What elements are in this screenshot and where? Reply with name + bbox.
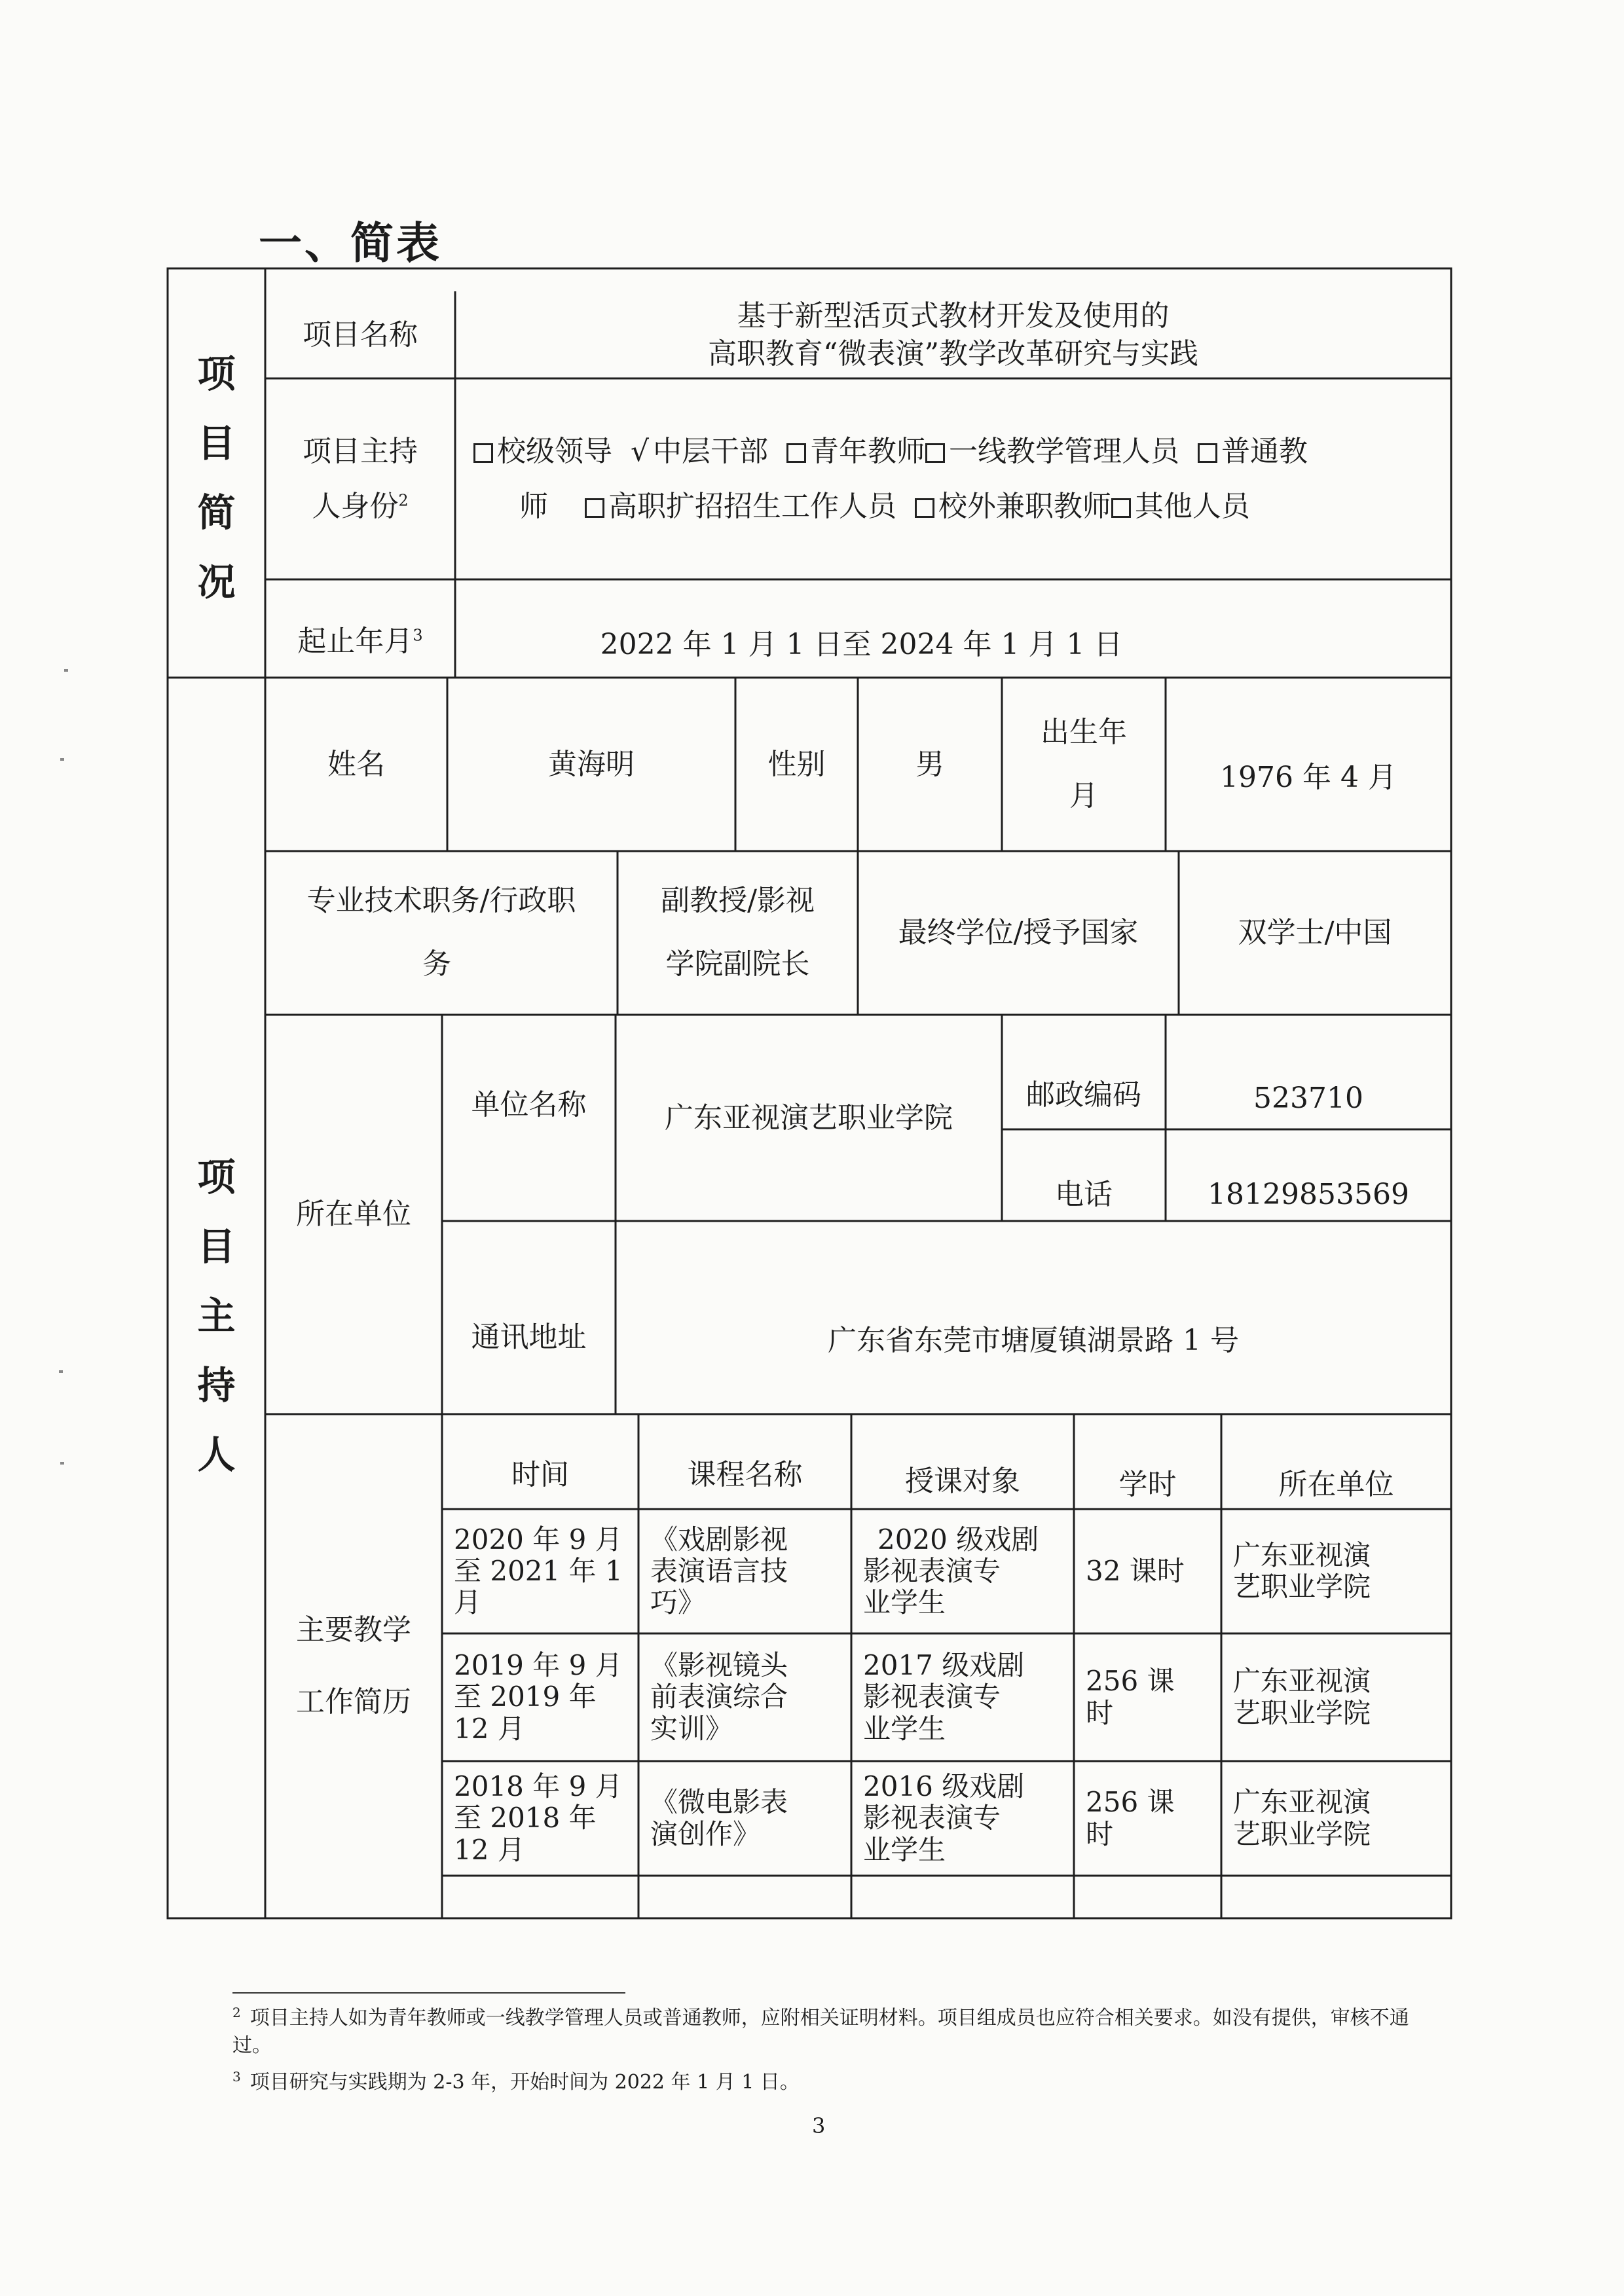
teaching-row-3-course: 《微电影表 演创作》 <box>650 1786 788 1850</box>
teaching-row-3-audience: 2016 级戏剧 影视表演专 业学生 <box>863 1770 1025 1866</box>
page-number: 3 <box>812 2113 826 2138</box>
page-heading: 一、简表 <box>259 218 442 268</box>
option-enrollment-staff[interactable]: 高职扩招招生工作人员 <box>585 490 896 523</box>
header-course: 课程名称 <box>687 1457 803 1491</box>
checkbox-icon <box>925 443 945 463</box>
teaching-row-3-hours: 256 课 时 <box>1086 1786 1175 1850</box>
period-label: 起止年月$^3$ <box>297 625 423 659</box>
title-value: 副教授/影视 学院副院长 <box>661 884 815 981</box>
teaching-row-1-time: 2020 年 9 月 至 2021 年 1 月 <box>454 1523 623 1619</box>
unit-name-value: 广东亚视演艺职业学院 <box>665 1101 953 1135</box>
checkbox-icon <box>1111 498 1131 518</box>
host-identity-options: 校级领导 √ 中层干部 青年教师 一线教学管理人员 普通教 师 高职扩招招生工作人员 校外兼职教师 其他人员 <box>455 378 1451 579</box>
teaching-row-2-time: 2019 年 9 月 至 2019 年 12 月 <box>454 1649 623 1745</box>
teaching-label: 主要教学 工作简历 <box>296 1613 411 1719</box>
option-external-teacher[interactable]: 校外兼职教师 <box>915 490 1111 523</box>
scan-speck <box>60 758 64 761</box>
gender-label: 性别 <box>767 747 826 781</box>
header-unit: 所在单位 <box>1278 1467 1394 1501</box>
unit-name-label: 单位名称 <box>471 1087 587 1121</box>
option-middle-manager[interactable]: √ 中层干部 <box>631 435 768 468</box>
checkbox-icon <box>786 443 806 463</box>
title-label: 专业技术职务/行政职 务 <box>306 884 576 981</box>
header-hours: 学时 <box>1118 1467 1177 1501</box>
footnote-2: $^2$ 项目主持人如为青年教师或一线教学管理人员或普通教师，应附相关证明材料。项目组成员也应符合相关要求。如没有提供，审核不通过。 <box>232 2005 1409 2057</box>
phone-label: 电话 <box>1055 1178 1113 1212</box>
checkbox-icon <box>1198 443 1217 463</box>
scan-speck <box>59 1370 63 1373</box>
footnote-rule <box>232 1992 625 1994</box>
name-value: 黄海明 <box>548 747 635 781</box>
checkbox-icon <box>473 443 493 463</box>
period-value: 2022 年 1 月 1 日至 2024 年 1 月 1 日 <box>600 628 1123 662</box>
footnote-3: $^3$ 项目研究与实践期为 2-3 年，开始时间为 2022 年 1 月 1 日。 <box>232 2069 800 2094</box>
phone-value: 18129853569 <box>1208 1178 1409 1212</box>
org-label: 所在单位 <box>296 1197 411 1231</box>
teaching-row-2-audience: 2017 级戏剧 影视表演专 业学生 <box>863 1649 1025 1745</box>
section-host-title: 项 目 主 持 人 <box>197 1155 236 1477</box>
header-audience: 授课对象 <box>905 1464 1020 1498</box>
option-other[interactable]: 其他人员 <box>1111 490 1250 523</box>
option-ordinary-teacher[interactable]: 普通教 <box>1198 435 1308 468</box>
degree-value: 双学士/中国 <box>1238 916 1392 950</box>
scan-speck <box>64 669 68 672</box>
checkbox-icon <box>585 498 604 518</box>
checkmark-icon: √ <box>630 434 650 468</box>
option-school-leader[interactable]: 校级领导 <box>473 435 612 468</box>
teaching-row-1-audience: 2020 级戏剧 影视表演专 业学生 <box>863 1523 1039 1619</box>
header-time: 时间 <box>511 1457 569 1491</box>
teaching-row-3-time: 2018 年 9 月 至 2018 年 12 月 <box>454 1770 623 1866</box>
project-name-label: 项目名称 <box>303 318 418 352</box>
postcode-label: 邮政编码 <box>1026 1078 1141 1112</box>
teaching-row-2-hours: 256 课 时 <box>1086 1665 1175 1729</box>
teaching-row-1-unit: 广东亚视演 艺职业学院 <box>1233 1539 1371 1603</box>
postcode-value: 523710 <box>1253 1081 1363 1115</box>
teaching-row-1-hours: 32 课时 <box>1086 1554 1185 1587</box>
address-label: 通讯地址 <box>471 1320 587 1354</box>
degree-label: 最终学位/授予国家 <box>898 916 1139 950</box>
host-identity-label: 项目主持 人身份$^2$ <box>303 434 418 523</box>
project-name-value: 基于新型活页式教材开发及使用的 高职教育“微表演”教学改革研究与实践 <box>708 299 1198 371</box>
teaching-row-2-unit: 广东亚视演 艺职业学院 <box>1233 1665 1371 1729</box>
name-label: 姓名 <box>327 747 385 781</box>
checkbox-icon <box>915 498 934 518</box>
section-project-overview-title: 项 目 简 况 <box>197 352 236 604</box>
teaching-row-2-course: 《影视镜头 前表演综合 实训》 <box>650 1649 788 1745</box>
option-young-teacher[interactable]: 青年教师 <box>786 435 925 468</box>
scan-speck <box>60 1462 64 1465</box>
birth-label: 出生年 月 <box>1041 715 1127 812</box>
option-frontline-admin[interactable]: 一线教学管理人员 <box>925 435 1179 468</box>
teaching-row-3-unit: 广东亚视演 艺职业学院 <box>1233 1786 1371 1850</box>
gender-value: 男 <box>915 747 944 781</box>
birth-value: 1976 年 4 月 <box>1220 760 1397 794</box>
address-value: 广东省东莞市塘厦镇湖景路 1 号 <box>828 1323 1239 1357</box>
teaching-row-1-course: 《戏剧影视 表演语言技 巧》 <box>650 1523 788 1619</box>
